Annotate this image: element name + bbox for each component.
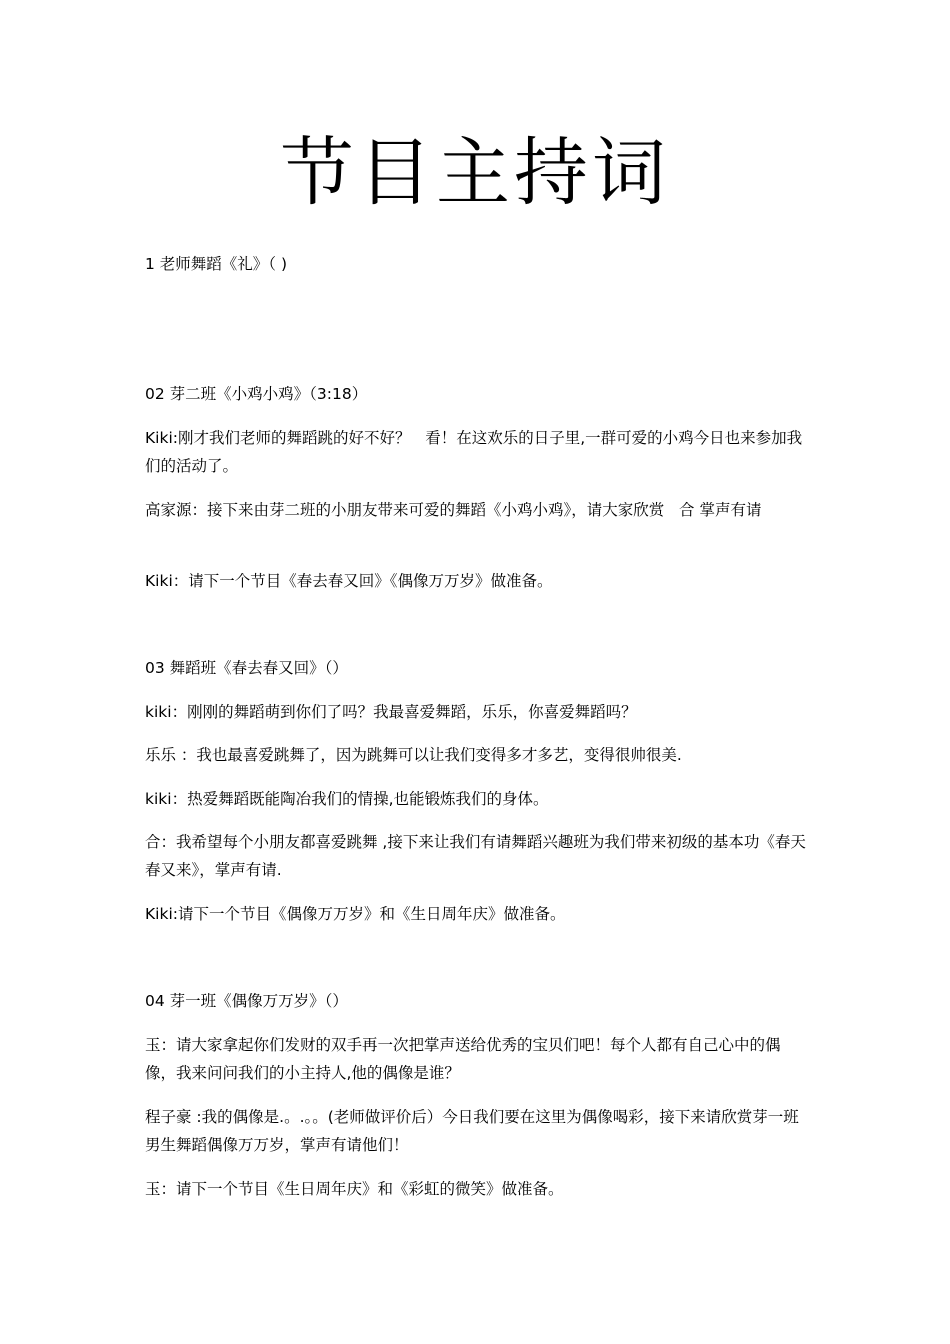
host-line: Kiki:刚才我们老师的舞蹈跳的好不好？ 看！在这欢乐的日子里,一群可爱的小鸡今日也来参加我们的活动了。	[145, 429, 803, 475]
document-title: 节目主持词	[280, 130, 670, 216]
host-line: 乐乐 ：我也最喜爱跳舞了，因为跳舞可以让我们变得多才多艺，变得很帅很美.	[145, 746, 682, 764]
program-heading-1: 1 老师舞蹈《礼》（ )	[145, 255, 288, 273]
program-heading-3: 03 舞蹈班《春去春又回》（）	[145, 659, 348, 677]
host-line: kiki：热爱舞蹈既能陶冶我们的情操,也能锻炼我们的身体。	[145, 790, 549, 808]
program-heading-2: 02 芽二班《小鸡小鸡》（3:18）	[145, 385, 368, 403]
host-line: 玉：请大家拿起你们发财的双手再一次把掌声送给优秀的宝贝们吧！每个人都有自己心中的偶像，我来问问我们的小主持人,他的偶像是谁？	[145, 1036, 781, 1082]
host-line: 合：我希望每个小朋友都喜爱跳舞 ,接下来让我们有请舞蹈兴趣班为我们带来初级的基本功《春天春又来》，掌声有请.	[145, 833, 806, 879]
program-heading-4: 04 芽一班《偶像万万岁》（）	[145, 992, 348, 1010]
host-line: kiki：刚刚的舞蹈萌到你们了吗？我最喜爱舞蹈，乐乐，你喜爱舞蹈吗？	[145, 703, 637, 721]
host-line: 高家源：接下来由芽二班的小朋友带来可爱的舞蹈《小鸡小鸡》，请大家欣赏 合 掌声有请	[145, 501, 762, 519]
host-line: Kiki：请下一个节目《春去春又回》《偶像万万岁》做准备。	[145, 572, 553, 590]
host-line: 程子豪 :我的偶像是.。.。。(老师做评价后）今日我们要在这里为偶像喝彩，接下来请欣赏芽一班男生舞蹈偶像万万岁，掌声有请他们！	[145, 1108, 799, 1154]
host-line: 玉：请下一个节目《生日周年庆》和《彩虹的微笑》做准备。	[145, 1180, 564, 1198]
host-line: Kiki:请下一个节目《偶像万万岁》和《生日周年庆》做准备。	[145, 905, 566, 923]
